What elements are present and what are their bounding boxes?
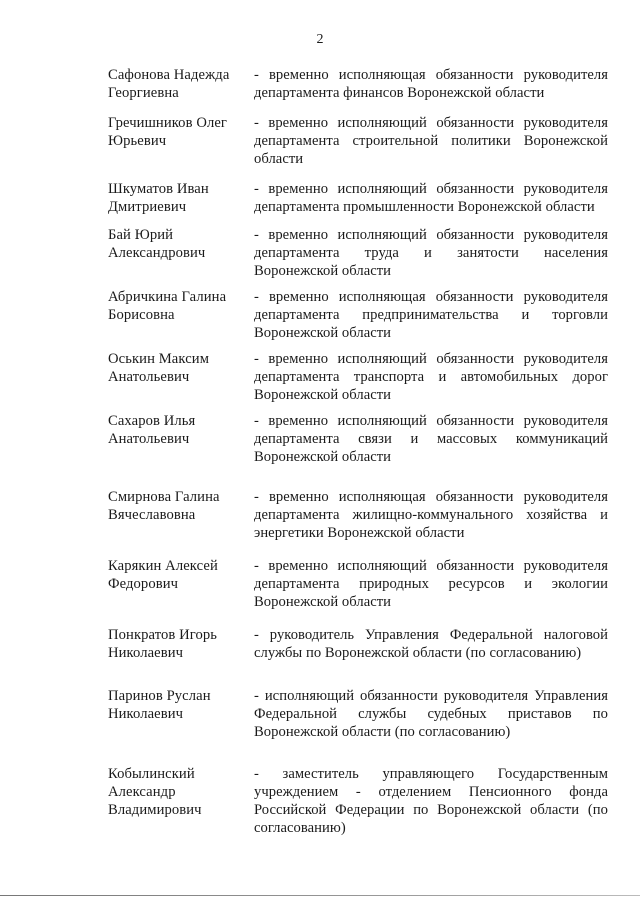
person-position: - временно исполняющая обязанности руководителя департамента жилищно-коммунального хозяйства и энергетики Воронежской области [254, 489, 608, 541]
person-name: Паринов Руслан Николаевич [108, 688, 211, 722]
person-position: - временно исполняющий обязанности руководителя департамента природных ресурсов и экологии Воронежской области [254, 558, 608, 610]
person-position: - временно исполняющий обязанности руководителя департамента труда и занятости населения Воронежской области [254, 227, 608, 279]
scan-edge-line [0, 895, 640, 896]
person-name: Оськин Максим Анатольевич [108, 351, 210, 385]
person-name: Бай Юрий Александрович [108, 227, 206, 261]
person-position: - временно исполняющий обязанности руководителя департамента транспорта и автомобильных дорог Воронежской области [254, 351, 608, 403]
person-position: - руководитель Управления Федеральной налоговой службы по Воронежской области (по согласованию) [254, 627, 608, 661]
person-name: Карякин Алексей Федорович [108, 558, 218, 592]
person-name: Гречишников Олег Юрьевич [108, 115, 228, 149]
person-position: - временно исполняющий обязанности руководителя департамента строительной политики Воронежской области [254, 115, 608, 167]
list-item [108, 557, 608, 626]
list-item [108, 288, 608, 350]
member-list [108, 66, 608, 843]
person-position: - временно исполняющая обязанности руководителя департамента финансов Воронежской области [254, 67, 608, 101]
list-item [108, 626, 608, 687]
person-position: - исполняющий обязанности руководителя Управления Федеральной службы судебных приставов по Воронежской области (по согласованию) [254, 688, 608, 740]
person-name: Сахаров Илья Анатольевич [108, 413, 196, 447]
person-name: Кобылинский Александр Владимирович [108, 766, 202, 818]
person-name: Шкуматов Иван Дмитриевич [108, 181, 209, 215]
person-position: - временно исполняющая обязанности руководителя департамента предпринимательства и торговли Воронежской области [254, 289, 608, 341]
list-item [108, 687, 608, 765]
list-item [108, 66, 608, 114]
person-name: Абричкина Галина Борисовна [108, 289, 227, 323]
list-item [108, 765, 608, 843]
list-item [108, 412, 608, 488]
person-name: Понкратов Игорь Николаевич [108, 627, 218, 661]
person-position: - временно исполняющий обязанности руководителя департамента связи и массовых коммуникаций Воронежской области [254, 413, 608, 465]
person-name: Сафонова Надежда Георгиевна [108, 67, 230, 101]
page-number: 2 [316, 32, 324, 47]
list-item [108, 488, 608, 557]
list-item [108, 350, 608, 412]
list-item [108, 114, 608, 180]
person-position: - заместитель управляющего Государственным учреждением - отделением Пенсионного фонда Российской Федерации по Воронежской области (по согласованию) [254, 766, 608, 836]
list-item [108, 226, 608, 288]
person-name: Смирнова Галина Вячеславовна [108, 489, 220, 523]
list-item [108, 180, 608, 226]
person-position: - временно исполняющий обязанности руководителя департамента промышленности Воронежской области [254, 181, 608, 215]
